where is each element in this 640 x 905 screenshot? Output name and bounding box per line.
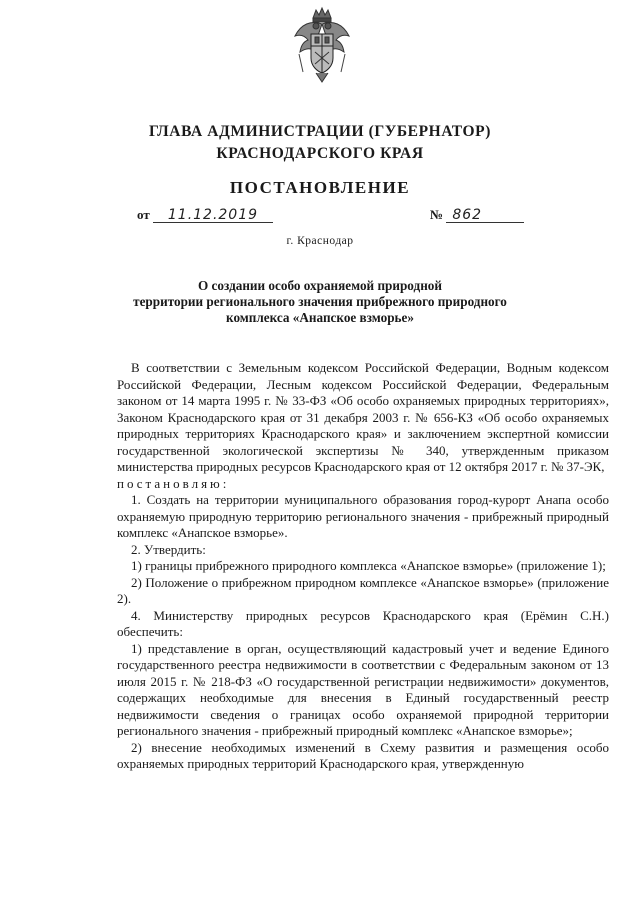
document-title-line3: комплекса «Анапское взморье»	[226, 310, 414, 325]
date-prefix: от	[137, 207, 150, 222]
item-4-paragraph: 4. Министерству природных ресурсов Краснодарского края (Ерёмин С.Н.) обеспечить:	[117, 607, 609, 639]
coat-of-arms-icon	[291, 6, 353, 84]
document-title-line1: О создании особо охраняемой природной	[198, 278, 442, 293]
item-4-2-paragraph: 2) внесение необходимых изменений в Схему развития и размещения особо охраняемых природных территорий Краснодарского края, утвержденную	[117, 739, 609, 771]
number-prefix: №	[430, 207, 444, 222]
date-value: 11.12.2019	[153, 208, 273, 223]
document-body	[117, 360, 609, 773]
date-field	[137, 207, 273, 223]
number-value: 862	[446, 208, 524, 223]
item-4-1-paragraph: 1) представление в орган, осуществляющий кадастровый учет и ведение Единого государственного реестра недвижимости в соответствии с Федеральным законом от 13 июля 2015 г. № 218-ФЗ «О государственной регистрации недвижимости» документов, содержащих необходимые для внесения в Единый государственный реестр недвижимости сведения о границах особо охраняемой природной территории регионального значения - прибрежный природный комплекс «Анапское взморье»;	[117, 640, 609, 738]
preamble-paragraph: В соответствии с Земельным кодексом Российской Федерации, Водным кодексом Российской Федерации, Лесным кодексом Российской Федерации, Федеральным законом от 14 марта 1995 г. № 33-ФЗ «Об особо охраняемых природных территориях», Законом Краснодарского края от 31 декабря 2003 г. № 656-КЗ «Об особо охраняемых природных территориях Краснодарского края» и заключением экспертной комиссии государственной экологической экспертизы № 340, утвержденным приказом министерства природных ресурсов Краснодарского края от 12 октября 2017 г. № 37-ЭК,	[117, 360, 609, 474]
document-title-line2: территории регионального значения прибрежного природного	[133, 294, 507, 309]
authority-title-line2: КРАСНОДАРСКОГО КРАЯ	[216, 145, 424, 162]
city-label: г. Краснодар	[286, 235, 354, 247]
document-type: ПОСТАНОВЛЕНИЕ	[229, 178, 411, 197]
item-2-paragraph: 2. Утвердить:	[131, 541, 206, 557]
authority-title-line1: ГЛАВА АДМИНИСТРАЦИИ (ГУБЕРНАТОР)	[149, 123, 491, 140]
item-1-paragraph: 1. Создать на территории муниципального образования город-курорт Анапа особо охраняемую природную территорию регионального значения - прибрежный природный комплекс «Анапское взморье».	[117, 492, 609, 540]
item-2-1-paragraph: 1) границы прибрежного природного комплекса «Анапское взморье» (приложение 1);	[131, 558, 606, 573]
number-field	[430, 207, 524, 223]
decree-word: постановляю:	[117, 475, 230, 491]
item-2-2-paragraph: 2) Положение о прибрежном природном комплексе «Анапское взморье» (приложение 2).	[117, 574, 609, 606]
